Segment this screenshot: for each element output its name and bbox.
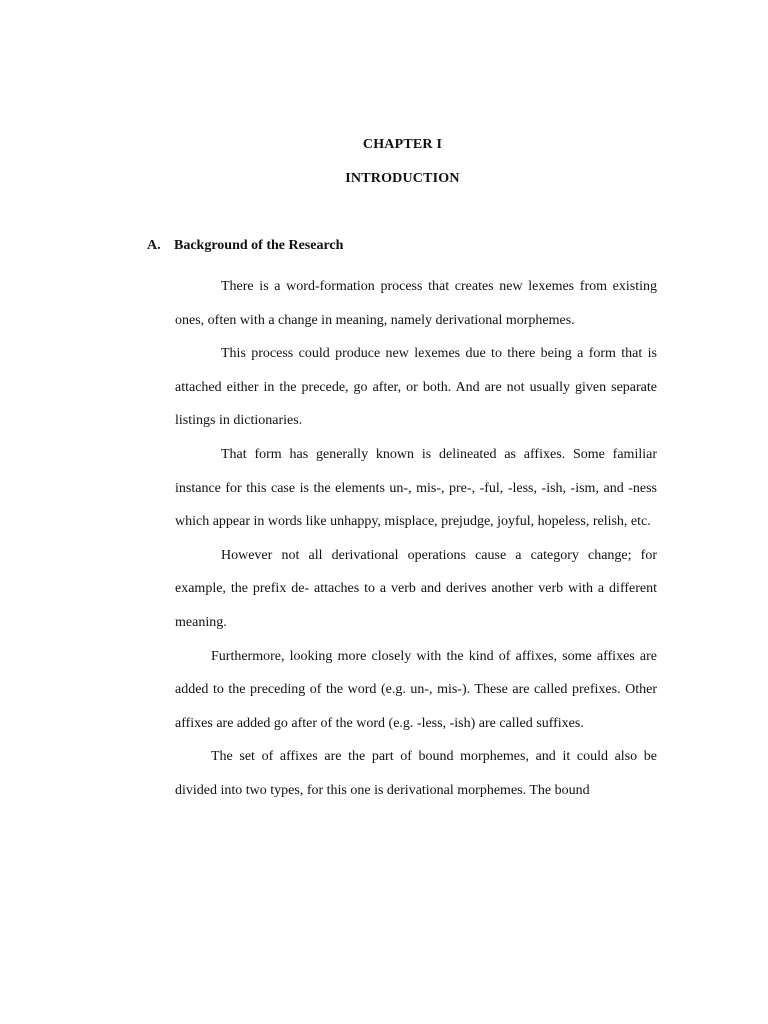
section-heading — [147, 238, 343, 254]
chapter-heading: CHAPTER I — [362, 137, 443, 152]
paragraph: However not all derivational operations cause a category change; for example, the prefix de- attaches to a verb and derives another verb with a different meaning. — [175, 547, 657, 630]
paragraph: This process could produce new lexemes due to there being a form that is attached either in the precede, go after, or both. And are not usually given separate listings in dictionaries. — [175, 346, 657, 429]
paragraph: Furthermore, looking more closely with the kind of affixes, some affixes are added to the preceding of the word (e.g. un-, mis-). These are called prefixes. Other affixes are added go after of the word (e.g. -less, -ish) are called suffixes. — [175, 648, 657, 731]
body-text — [175, 270, 657, 808]
paragraph: That form has generally known is delineated as affixes. Some familiar instance for this case is the elements un-, mis-, pre-, -ful, -less, -ish, -ism, and -ness which appear in words like unhappy, misplace, prejudge, joyful, hopeless, relish, etc. — [175, 446, 657, 530]
section-title: Background of the Research — [174, 238, 344, 253]
paragraph: The set of affixes are the part of bound morphemes, and it could also be divided into two types, for this one is derivational morphemes. The bound — [175, 749, 657, 798]
section-number: A. — [147, 238, 161, 253]
paragraph: There is a word-formation process that creates new lexemes from existing ones, often with a change in meaning, namely derivational morphemes. — [175, 279, 657, 328]
chapter-title: INTRODUCTION — [345, 171, 460, 186]
